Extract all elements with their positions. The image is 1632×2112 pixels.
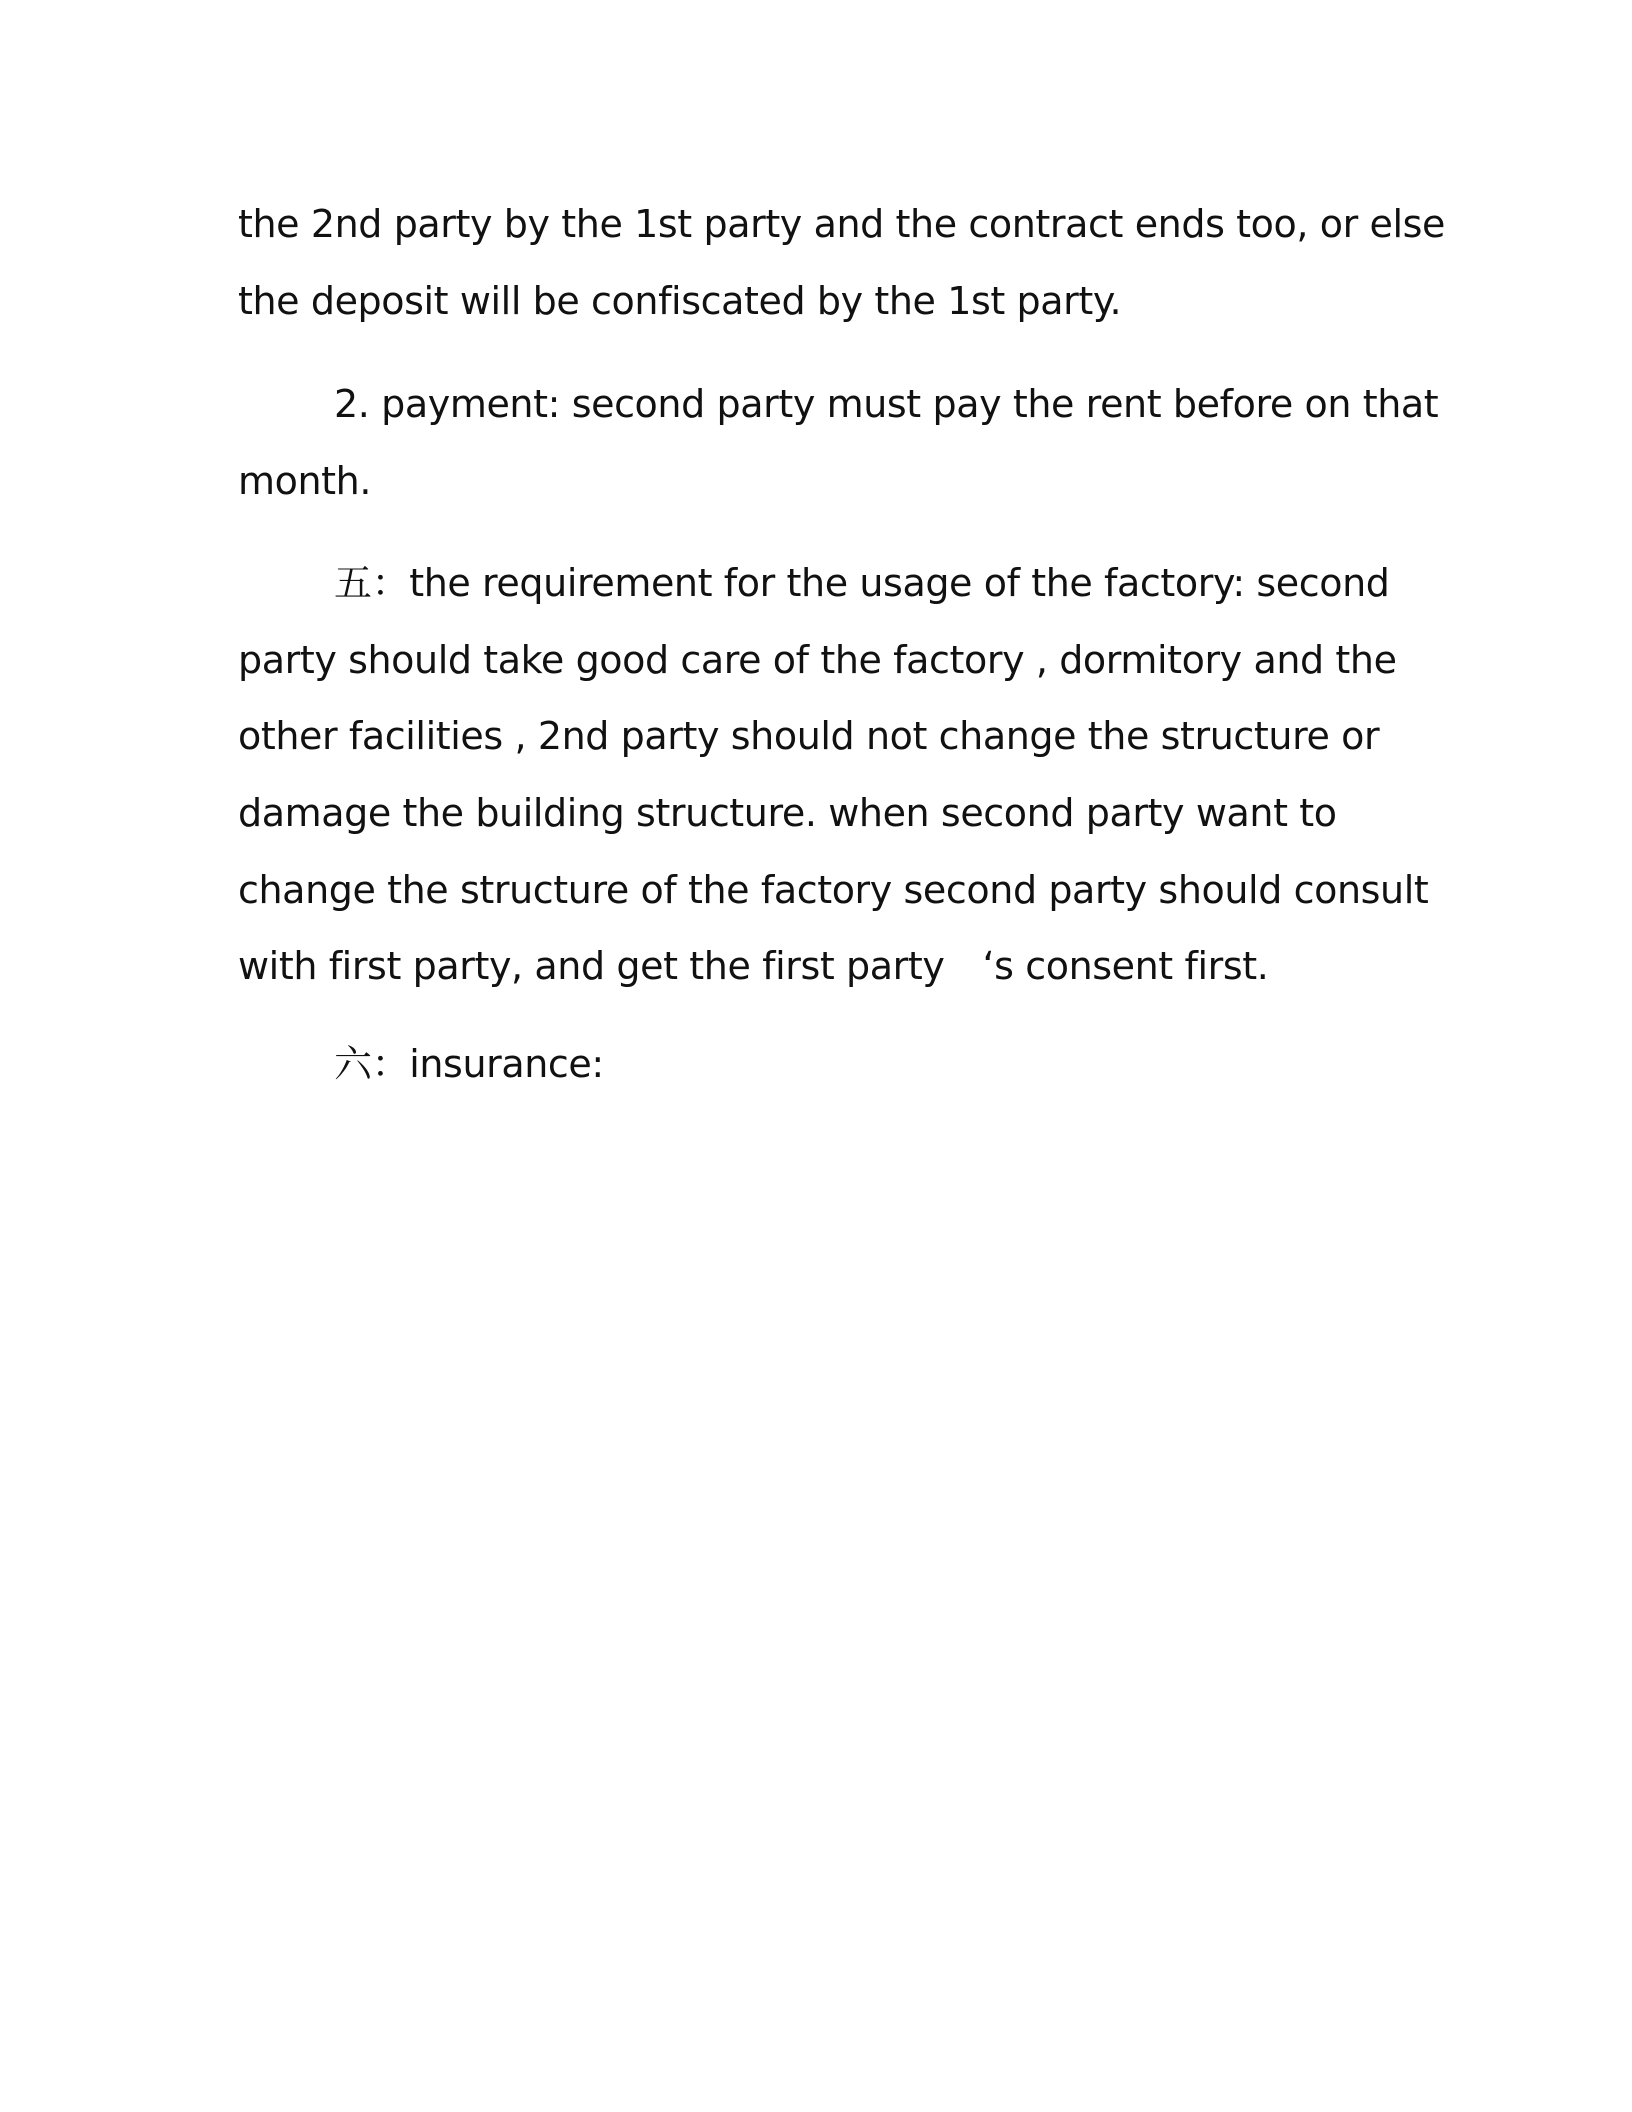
paragraph-2-line-1: 2. payment: second party must pay the rent before on that	[334, 382, 1439, 426]
paragraph-1-line-1: the 2nd party by the 1st party and the contract ends too, or else	[238, 202, 1445, 246]
paragraph-3-line-4: damage the building structure. when second party want to	[238, 791, 1337, 835]
paragraph-1-line-2: the deposit will be confiscated by the 1st party.	[238, 279, 1122, 323]
paragraph-3-line-6-after: ‘s consent first.	[982, 944, 1269, 988]
paragraph-3-line-1: 五：the requirement for the usage of the factory: second	[334, 561, 1390, 605]
paragraph-3-line-2: party should take good care of the factory , dormitory and the	[238, 638, 1397, 682]
paragraph-3-line-3: other facilities , 2nd party should not change the structure or	[238, 714, 1380, 758]
paragraph-4-line-1: 六：insurance:	[334, 1042, 604, 1086]
paragraph-3-line-5: change the structure of the factory second party should consult	[238, 868, 1429, 912]
paragraph-2-line-2: month.	[238, 459, 372, 503]
paragraph-3-line-6	[238, 942, 1268, 990]
paragraph-3-line-6-before: with first party, and get the first party	[238, 944, 945, 988]
